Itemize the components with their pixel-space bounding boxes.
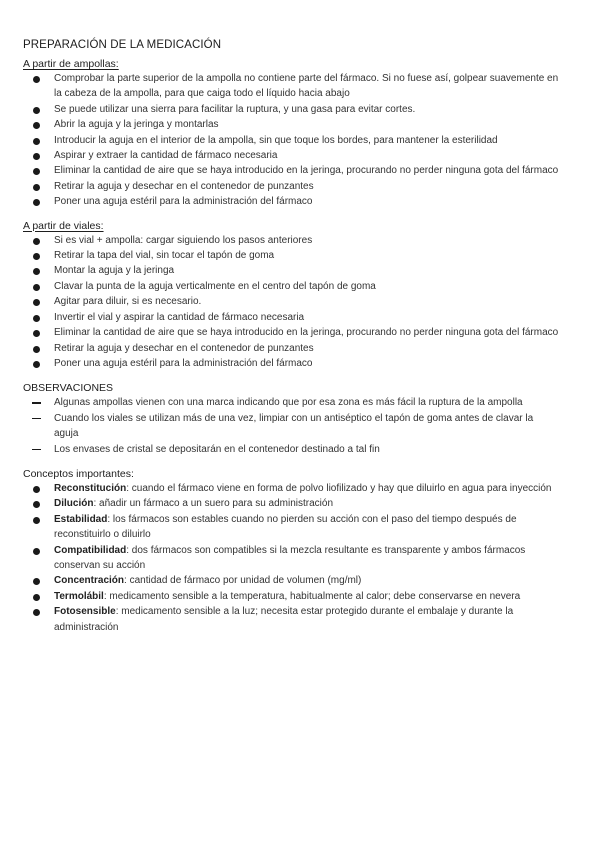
list-item: Poner una aguja estéril para la administración del fármaco (23, 194, 560, 209)
section-heading-conceptos: Conceptos importantes: (23, 467, 134, 480)
bullet-icon (33, 517, 40, 524)
dash-icon (32, 449, 41, 450)
bullet-icon (33, 609, 40, 616)
dash-icon (32, 402, 41, 403)
list-item: Retirar la tapa del vial, sin tocar el tapón de goma (23, 248, 560, 263)
bullet-icon (33, 548, 40, 555)
list-item: Introducir la aguja en el interior de la ampolla, sin que toque los bordes, para mantener la esterilidad (23, 133, 560, 148)
bullet-icon (33, 76, 40, 83)
list-item: Compatibilidad: dos fármacos son compatibles si la mezcla resultante es transparente y ambos fármacos conservan su acción (23, 543, 560, 574)
bullet-icon (33, 107, 40, 114)
bullet-icon (33, 138, 40, 145)
bullet-icon (33, 238, 40, 245)
list-item: Poner una aguja estéril para la administración del fármaco (23, 356, 560, 371)
list-item: Aspirar y extraer la cantidad de fármaco necesaria (23, 148, 560, 163)
bullet-icon (33, 486, 40, 493)
bullet-icon (33, 184, 40, 191)
conceptos-list (23, 481, 560, 635)
observaciones-list (23, 395, 560, 457)
bullet-icon (33, 268, 40, 275)
list-item: Clavar la punta de la aguja verticalmente en el centro del tapón de goma (23, 279, 560, 294)
list-item: Abrir la aguja y la jeringa y montarlas (23, 117, 560, 132)
list-item: Algunas ampollas vienen con una marca indicando que por esa zona es más fácil la ruptura de la ampolla (23, 395, 560, 410)
bullet-icon (33, 594, 40, 601)
bullet-icon (33, 199, 40, 206)
bullet-icon (33, 299, 40, 306)
ampollas-list (23, 71, 560, 210)
bullet-icon (33, 346, 40, 353)
list-item: Concentración: cantidad de fármaco por unidad de volumen (mg/ml) (23, 573, 560, 588)
list-item: Eliminar la cantidad de aire que se haya introducido en la jeringa, procurando no perder ninguna gota del fármaco (23, 163, 560, 178)
bullet-icon (33, 501, 40, 508)
page-title: PREPARACIÓN DE LA MEDICACIÓN (23, 39, 222, 51)
section-heading-viales: A partir de viales: (23, 219, 104, 232)
bullet-icon (33, 578, 40, 585)
list-item: Dilución: añadir un fármaco a un suero para su administración (23, 496, 560, 511)
list-item: Montar la aguja y la jeringa (23, 263, 560, 278)
section-heading-ampollas: A partir de ampollas: (23, 58, 119, 70)
list-item: Si es vial + ampolla: cargar siguiendo los pasos anteriores (23, 233, 560, 248)
viales-list (23, 233, 560, 372)
list-item: Reconstitución: cuando el fármaco viene en forma de polvo liofilizado y hay que diluirlo en agua para inyección (23, 481, 560, 496)
list-item: Estabilidad: los fármacos son estables cuando no pierden su acción con el paso del tiempo después de reconstituirlo o diluirlo (23, 512, 560, 543)
list-item: Fotosensible: medicamento sensible a la luz; necesita estar protegido durante el embalaje y durante la administración (23, 604, 560, 635)
bullet-icon (33, 361, 40, 368)
section-heading-observaciones: OBSERVACIONES (23, 382, 114, 395)
bullet-icon (33, 253, 40, 260)
bullet-icon (33, 284, 40, 291)
list-item: Se puede utilizar una sierra para facilitar la ruptura, y una gasa para evitar cortes. (23, 102, 560, 117)
bullet-icon (33, 330, 40, 337)
bullet-icon (33, 315, 40, 322)
list-item: Invertir el vial y aspirar la cantidad de fármaco necesaria (23, 310, 560, 325)
dash-icon (32, 418, 41, 419)
list-item: Comprobar la parte superior de la ampolla no contiene parte del fármaco. Si no fuese así, golpear suavemente en la cabeza de la ampolla, para que caiga todo el líquido hacia abajo (23, 71, 560, 102)
bullet-icon (33, 168, 40, 175)
list-item: Agitar para diluir, si es necesario. (23, 294, 560, 309)
list-item: Los envases de cristal se depositarán en el contenedor destinado a tal fin (23, 442, 560, 457)
list-item: Retirar la aguja y desechar en el contenedor de punzantes (23, 341, 560, 356)
list-item: Termolábil: medicamento sensible a la temperatura, habitualmente al calor; debe conservarse en nevera (23, 589, 560, 604)
bullet-icon (33, 122, 40, 129)
list-item: Retirar la aguja y desechar en el contenedor de punzantes (23, 179, 560, 194)
list-item: Eliminar la cantidad de aire que se haya introducido en la jeringa, procurando no perder ninguna gota del fármaco (23, 325, 560, 340)
bullet-icon (33, 153, 40, 160)
list-item: Cuando los viales se utilizan más de una vez, limpiar con un antiséptico el tapón de goma antes de clavar la aguja (23, 411, 560, 442)
